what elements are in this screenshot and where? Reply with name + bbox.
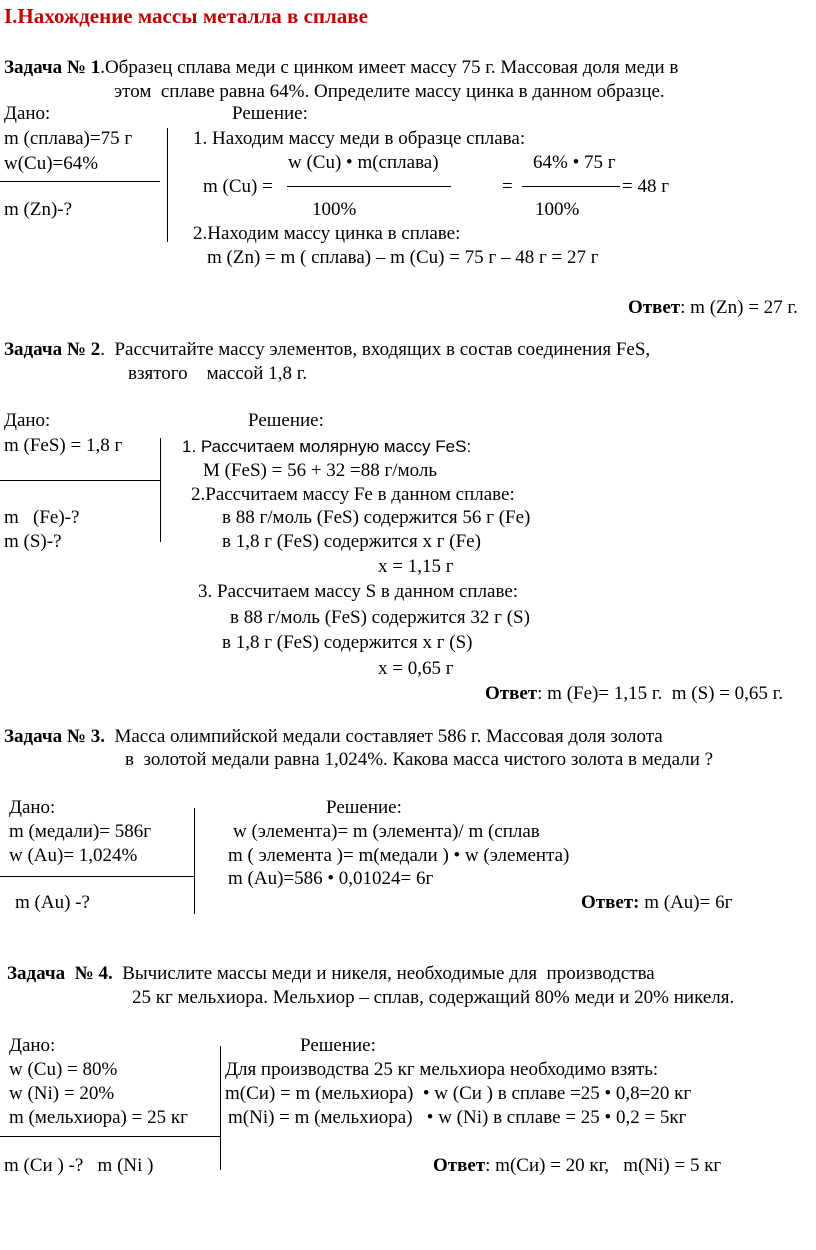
task1-frac2-bar xyxy=(522,186,620,187)
task4-solution-label: Решение: xyxy=(300,1035,376,1056)
task1-given-mass: m (сплава)=75 г xyxy=(4,128,133,149)
task4-given-cu: w (Cu) = 80% xyxy=(9,1059,118,1080)
task1-answer-value: : m (Zn) = 27 г. xyxy=(680,297,798,318)
task3-find: m (Au) -? xyxy=(15,892,90,913)
task1-label: Задача № 1 xyxy=(4,57,101,78)
task2-divider-v xyxy=(160,438,161,542)
page-title: I.Нахождение массы металла в сплаве xyxy=(4,4,368,28)
task4-statement-line2: 25 кг мельхиора. Мельхиор – сплав, содержащий 80% меди и 20% никеля. xyxy=(132,987,735,1008)
task3-given-fraction: w (Au)= 1,024% xyxy=(9,845,138,866)
task3-answer-value: m (Au)= 6г xyxy=(639,892,733,913)
task3-text1: Масса олимпийской медали составляет 586 г. Массовая доля золота xyxy=(104,726,663,747)
task2-given-mass: m (FeS) = 1,8 г xyxy=(4,435,123,456)
task2-statement-line1 xyxy=(4,340,650,359)
task2-find-fe: m (Fe)-? xyxy=(4,507,80,528)
task2-step2-line1: в 88 г/моль (FeS) содержится 56 г (Fe) xyxy=(222,507,531,528)
task1-step2-calc: m (Zn) = m ( сплава) – m (Cu) = 75 г – 48 г = 27 г xyxy=(207,247,599,268)
task1-statement-line1 xyxy=(4,58,678,77)
task3-answer-label: Ответ: xyxy=(581,892,640,913)
task2-step3-line1: в 88 г/моль (FeS) содержится 32 г (S) xyxy=(230,607,530,628)
task1-text1: .Образец сплава меди с цинком имеет массу 75 г. Массовая доля меди в xyxy=(100,57,679,78)
task2-molar-mass: М (FeS) = 56 + 32 =88 г/моль xyxy=(203,460,438,481)
task4-given-mass: m (мельхиора) = 25 кг xyxy=(9,1107,188,1128)
task1-frac2-equals: = xyxy=(502,176,513,197)
task3-formula2: m ( элемента )= m(медали ) • w (элемента) xyxy=(228,845,570,866)
task2-text1: . Рассчитайте массу элементов, входящих в состав соединения FeS, xyxy=(100,339,651,360)
task1-divider-v xyxy=(167,128,168,242)
task1-frac2-result: = 48 г xyxy=(622,176,670,197)
task1-statement-line2: этом сплаве равна 64%. Определите массу цинка в данном образце. xyxy=(114,81,665,102)
task1-frac2-denominator: 100% xyxy=(535,199,580,220)
task2-step2-line2: в 1,8 г (FeS) содержится х г (Fe) xyxy=(222,531,481,552)
task2-statement-line2: взятого массой 1,8 г. xyxy=(128,363,308,384)
task3-formula: w (элемента)= m (элемента)/ m (сплав xyxy=(233,821,540,842)
task1-divider-h xyxy=(0,181,160,182)
task2-divider-h xyxy=(0,480,160,481)
task1-frac1-lhs: m (Cu) = xyxy=(203,176,273,197)
task4-find: m (Си ) -? m (Ni ) xyxy=(4,1155,154,1176)
task4-divider-h xyxy=(0,1136,220,1137)
task2-answer-value: : m (Fe)= 1,15 г. m (S) = 0,65 г. xyxy=(537,683,784,704)
task2-find-s: m (S)-? xyxy=(4,531,62,552)
task1-frac1-denominator: 100% xyxy=(312,199,357,220)
task4-given-ni: w (Ni) = 20% xyxy=(9,1083,115,1104)
task1-frac2-numerator: 64% • 75 г xyxy=(533,152,616,173)
task2-step3-line2: в 1,8 г (FeS) содержится х г (S) xyxy=(222,632,473,653)
task1-frac1-bar xyxy=(287,186,451,187)
task3-label: Задача № 3. xyxy=(4,726,105,747)
task3-divider-h xyxy=(0,876,194,877)
task4-statement-line1 xyxy=(7,964,655,983)
task2-step1: 1. Рассчитаем молярную массу FeS: xyxy=(182,437,472,456)
task1-step1: 1. Находим массу меди в образце сплава: xyxy=(193,128,526,149)
task1-given-label: Дано: xyxy=(4,103,51,124)
task4-answer-label: Ответ xyxy=(433,1155,486,1176)
task4-given-label: Дано: xyxy=(9,1035,56,1056)
task2-step3-result: х = 0,65 г xyxy=(378,658,454,679)
task3-divider-v xyxy=(194,808,195,914)
task1-answer xyxy=(628,298,798,317)
task2-step2-result: х = 1,15 г xyxy=(378,556,454,577)
task2-solution-label: Решение: xyxy=(248,410,324,431)
task4-divider-v xyxy=(220,1046,221,1170)
task1-find: m (Zn)-? xyxy=(4,199,73,220)
task3-statement-line1 xyxy=(4,727,663,746)
task4-step1: Для производства 25 кг мельхиора необходимо взять: xyxy=(225,1059,659,1080)
task2-step2: 2.Рассчитаем массу Fe в данном сплаве: xyxy=(191,484,515,505)
task2-step3: 3. Рассчитаем массу S в данном сплаве: xyxy=(198,581,519,602)
task1-frac1-numerator: w (Cu) • m(сплава) xyxy=(288,152,439,173)
task4-answer xyxy=(433,1156,721,1175)
task2-label: Задача № 2 xyxy=(4,339,101,360)
task1-solution-label: Решение: xyxy=(232,103,308,124)
task4-calc-cu: m(Си) = m (мельхиора) • w (Си ) в сплаве =25 • 0,8=20 кг xyxy=(225,1083,692,1104)
task3-statement-line2: в золотой медали равна 1,024%. Какова масса чистого золота в медали ? xyxy=(125,749,714,770)
task2-answer-label: Ответ xyxy=(485,683,538,704)
task4-answer-value: : m(Си) = 20 кг, m(Ni) = 5 кг xyxy=(485,1155,722,1176)
task2-answer xyxy=(485,684,783,703)
task4-text1: Вычислите массы меди и никеля, необходимые для производства xyxy=(112,963,655,984)
task1-given-fraction: w(Cu)=64% xyxy=(4,153,99,174)
task4-label: Задача № 4. xyxy=(7,963,113,984)
task3-calc: m (Au)=586 • 0,01024= 6г xyxy=(228,868,434,889)
task3-answer xyxy=(581,893,732,912)
task4-calc-ni: m(Ni) = m (мельхиора) • w (Ni) в сплаве = 25 • 0,2 = 5кг xyxy=(228,1107,687,1128)
task1-answer-label: Ответ xyxy=(628,297,681,318)
task3-given-mass: m (медали)= 586г xyxy=(9,821,152,842)
task1-step2: 2.Находим массу цинка в сплаве: xyxy=(193,223,461,244)
task3-solution-label: Решение: xyxy=(326,797,402,818)
task3-given-label: Дано: xyxy=(9,797,56,818)
task2-given-label: Дано: xyxy=(4,410,51,431)
